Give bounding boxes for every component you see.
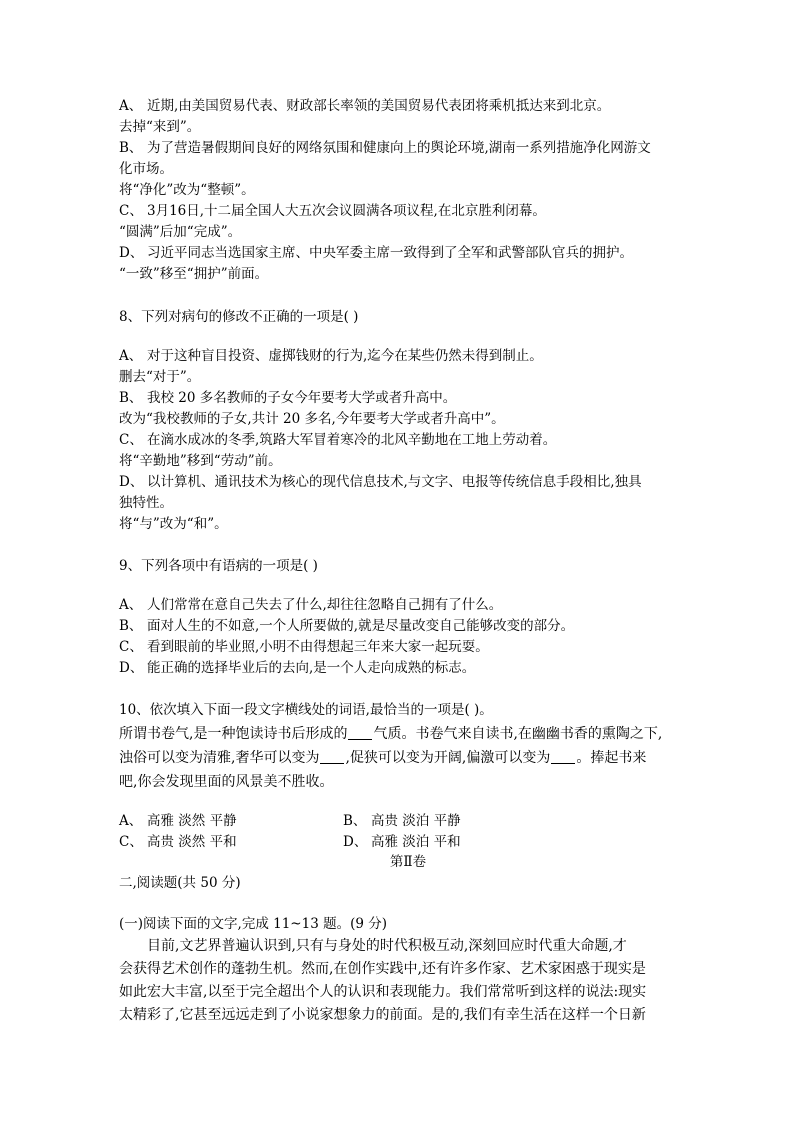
fill-blank-3: [551, 749, 575, 764]
q7-option-b-fix: 将“净化”改为“整顿”。: [119, 182, 255, 198]
q9-option-a: A、 人们常常在意自己失去了什么,却往往忽略自己拥有了什么。: [119, 597, 503, 613]
fill-blank-2: [320, 749, 344, 764]
q7-option-b-cont: 化市场。: [119, 161, 173, 177]
q9-option-d: D、 能正确的选择毕业后的去向,是一个人走向成熟的标志。: [119, 660, 476, 676]
reading-title: (一)阅读下面的文字,完成 11~13 题。(9 分): [119, 916, 387, 932]
q8-option-c-fix: 将“辛勤地”移到“劳动”前。: [119, 453, 282, 469]
reading-line-4: 太精彩了,它甚至远远走到了小说家想象力的前面。是的,我们有幸生活在这样一个日新: [119, 1007, 646, 1023]
q10-option-c: C、 高贵 淡然 平和: [119, 834, 237, 850]
q8-option-d-fix: 将“与”改为“和”。: [119, 516, 228, 532]
q8-option-b-fix: 改为“我校教师的子女,共计 20 多名,今年要考大学或者升高中”。: [119, 411, 505, 427]
q8-stem: 8、下列对病句的修改不正确的一项是( ): [119, 309, 359, 325]
fill-blank-1: [348, 725, 372, 740]
q8-option-b: B、 我校 20 多名教师的子女今年要考大学或者升高中。: [119, 390, 457, 406]
q8-option-a: A、 对于这种盲目投资、虚掷钱财的行为,迄今在某些仍然未得到制止。: [119, 348, 543, 364]
q7-option-c-fix: “圆满”后加“完成”。: [119, 224, 242, 240]
q8-option-d: D、 以计算机、通讯技术为核心的现代信息技术,与文字、电报等传统信息手段相比,独具: [119, 474, 642, 490]
reading-line-3: 如此宏大丰富,以至于完全超出个人的认识和表现能力。我们常常听到这样的说法:现实: [119, 984, 647, 1000]
q8-option-d-cont: 独特性。: [119, 495, 173, 511]
q10-stem: 10、依次填入下面一段文字横线处的词语,最恰当的一项是( )。: [119, 702, 493, 718]
q10-passage-line-3: 吧,你会发现里面的风景美不胜收。: [119, 774, 334, 790]
q8-option-c: C、 在滴水成冰的冬季,筑路大军冒着寒冷的北风辛勤地在工地上劳动着。: [119, 432, 557, 448]
q7-option-c: C、 3月16日,十二届全国人大五次会议圆满各项议程,在北京胜利闭幕。: [119, 203, 546, 219]
section-heading: 二,阅读题(共 50 分): [119, 875, 241, 891]
q7-option-b: B、 为了营造暑假期间良好的网络氛围和健康向上的舆论环境,湖南一系列措施净化网游文: [119, 140, 651, 156]
q9-option-c: C、 看到眼前的毕业照,小明不由得想起三年来大家一起玩耍。: [119, 639, 489, 655]
reading-line-1: 目前,文艺界普遍认识到,只有与身处的时代积极互动,深刻回应时代重大命题,才: [147, 938, 627, 954]
q10-passage-line-2: 浊俗可以变为清雅,奢华可以变为 ,促狭可以变为开阔,偏激可以变为 。捧起书来: [119, 750, 647, 766]
reading-line-2: 会获得艺术创作的蓬勃生机。然而,在创作实践中,还有许多作家、艺术家困惑于现实是: [119, 961, 646, 977]
q9-option-b: B、 面对人生的不如意,一个人所要做的,就是尽量改变自己能够改变的部分。: [119, 618, 575, 634]
q7-option-a-fix: 去掉“来到”。: [119, 119, 201, 135]
q10-option-a: A、 高雅 淡然 平静: [119, 813, 237, 829]
q10-option-b: B、 高贵 淡泊 平静: [343, 813, 461, 829]
q8-option-a-fix: 删去“对于”。: [119, 369, 201, 385]
q7-option-d-fix: “一致”移至“拥护”前面。: [119, 266, 269, 282]
q10-passage-line-1: 所谓书卷气,是一种饱读诗书后形成的 气质。书卷气来自读书,在幽幽书香的熏陶之下,: [119, 726, 663, 742]
q7-option-d: D、 习近平同志当选国家主席、中央军委主席一致得到了全军和武警部队官兵的拥护。: [119, 245, 633, 261]
volume-heading: 第Ⅱ卷: [389, 854, 427, 870]
q9-stem: 9、下列各项中有语病的一项是( ): [119, 558, 318, 574]
q10-option-d: D、 高雅 淡泊 平和: [343, 834, 461, 850]
q7-option-a: A、 近期,由美国贸易代表、财政部长率领的美国贸易代表团将乘机抵达来到北京。: [119, 98, 611, 114]
